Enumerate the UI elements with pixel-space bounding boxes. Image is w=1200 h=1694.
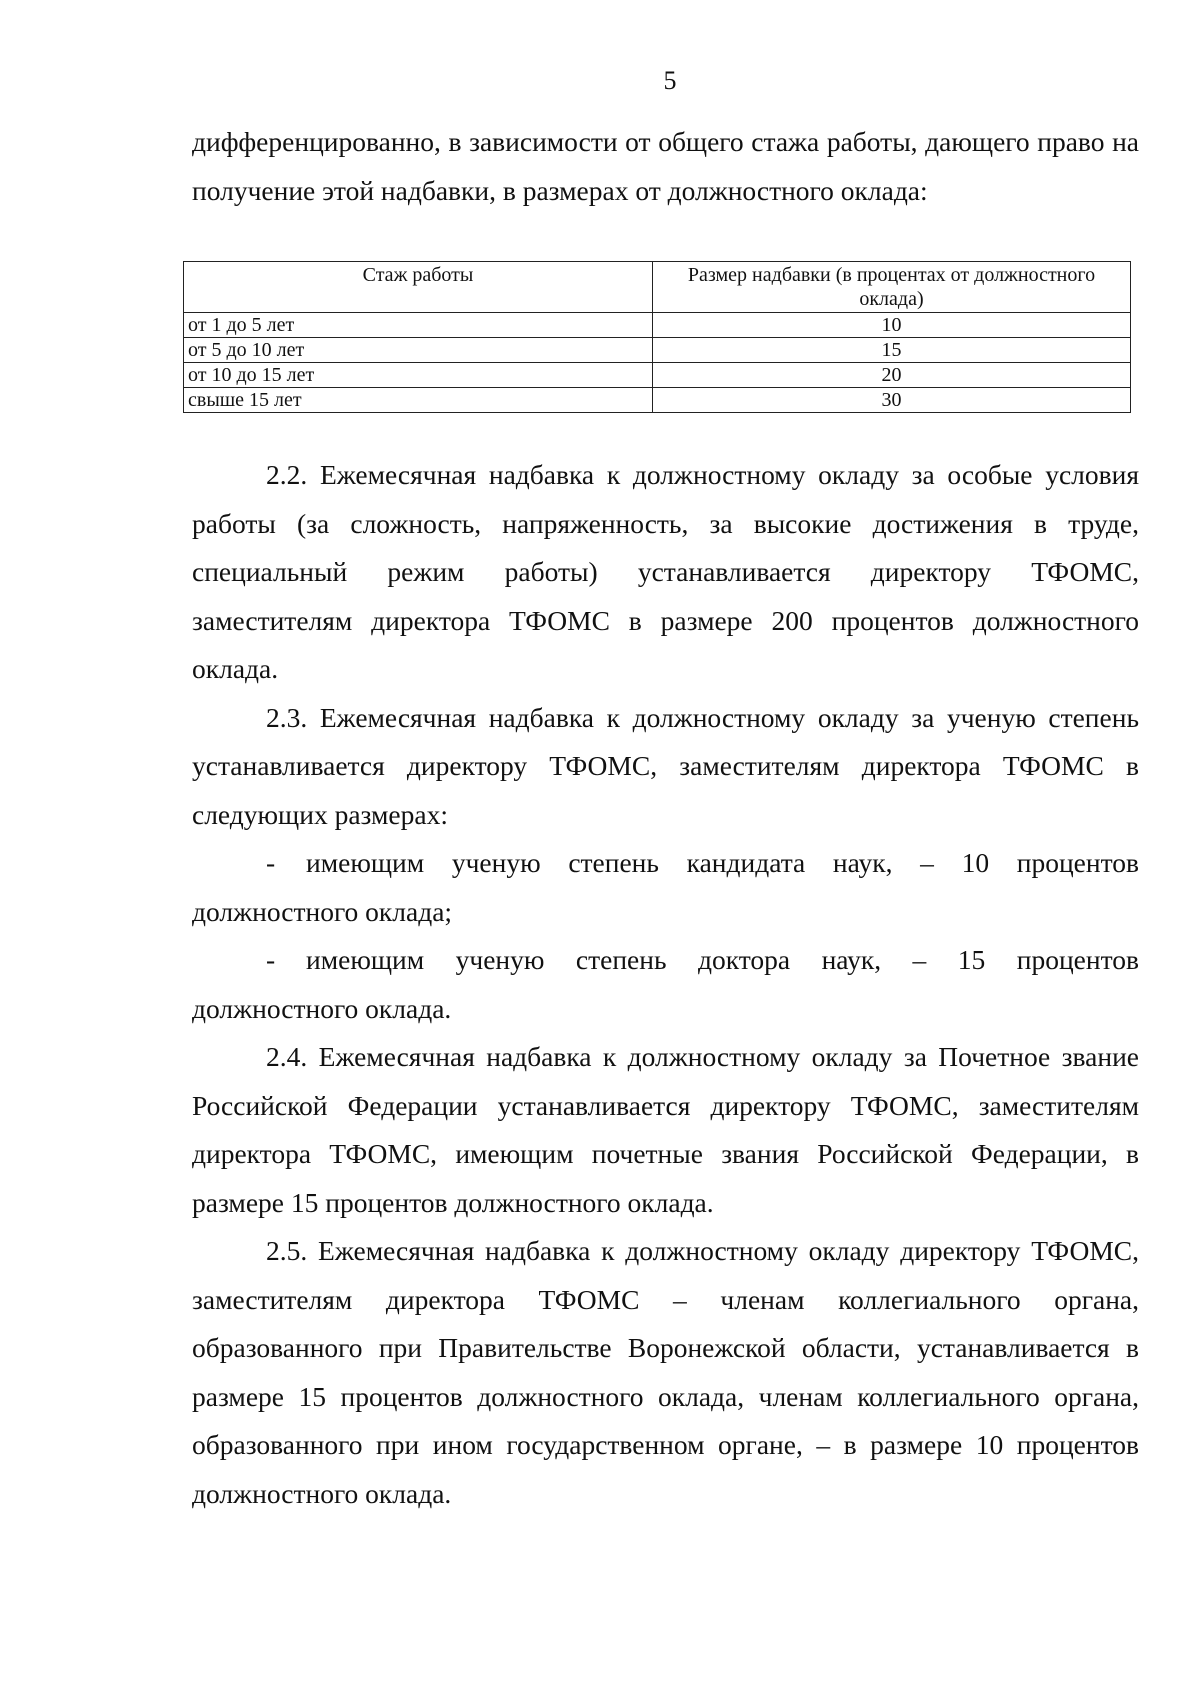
bullet-text: имеющим ученую степень доктора наук, – 15 процентов должностного оклада. — [192, 944, 1139, 1024]
bullet-marker: - — [266, 944, 276, 975]
bullet-doctor-degree — [192, 936, 1139, 1033]
seniority-bonus-table — [183, 261, 1131, 413]
document-body — [188, 118, 1139, 1518]
table-row — [184, 338, 1131, 363]
intro-paragraph: дифференцированно, в зависимости от общего стажа работы, дающего право на получение этой надбавки, в размерах от должностного оклада: — [192, 126, 1139, 206]
cell-bonus: 15 — [653, 338, 1131, 363]
cell-bonus: 30 — [653, 388, 1131, 413]
cell-experience: от 10 до 15 лет — [184, 363, 653, 388]
spacer — [192, 413, 1139, 451]
header-bonus: Размер надбавки (в процентах от должностного оклада) — [653, 262, 1131, 313]
cell-experience: свыше 15 лет — [184, 388, 653, 413]
section-2-2: 2.2. Ежемесячная надбавка к должностному окладу за особые условия работы (за сложность, напряженность, за высокие достижения в труде, специальный режим работы) устанавливается директору ТФОМС, заместителям директора ТФОМС в размере 200 процентов должностного оклада. — [192, 459, 1139, 684]
cell-bonus: 10 — [653, 313, 1131, 338]
cell-experience: от 5 до 10 лет — [184, 338, 653, 363]
table-row — [184, 388, 1131, 413]
cell-bonus: 20 — [653, 363, 1131, 388]
bullet-candidate-degree — [192, 839, 1139, 936]
page-number: 5 — [663, 66, 677, 95]
section-2-3: 2.3. Ежемесячная надбавка к должностному окладу за ученую степень устанавливается директору ТФОМС, заместителям директора ТФОМС в следующих размерах: — [192, 701, 1139, 830]
bullet-text: имеющим ученую степень кандидата наук, – 10 процентов должностного оклада; — [192, 847, 1139, 927]
header-experience: Стаж работы — [184, 262, 653, 313]
section-2-4: 2.4. Ежемесячная надбавка к должностному окладу за Почетное звание Российской Федерации устанавливается директору ТФОМС, заместителям директора ТФОМС, имеющим почетные звания Российской Федерации, в размере 15 процентов должностного оклада. — [192, 1041, 1139, 1218]
cell-experience: от 1 до 5 лет — [184, 313, 653, 338]
table-header-row — [184, 262, 1131, 313]
bullet-marker: - — [266, 847, 276, 878]
section-2-5: 2.5. Ежемесячная надбавка к должностному окладу директору ТФОМС, заместителям директора ТФОМС – членам коллегиального органа, образованного при Правительстве Воронежской области, устанавливается в размере 15 процентов должностного оклада, членам коллегиального органа, образованного при ином государственном органе, – в размере 10 процентов должностного оклада. — [192, 1235, 1139, 1509]
table-row — [184, 363, 1131, 388]
table-row — [184, 313, 1131, 338]
